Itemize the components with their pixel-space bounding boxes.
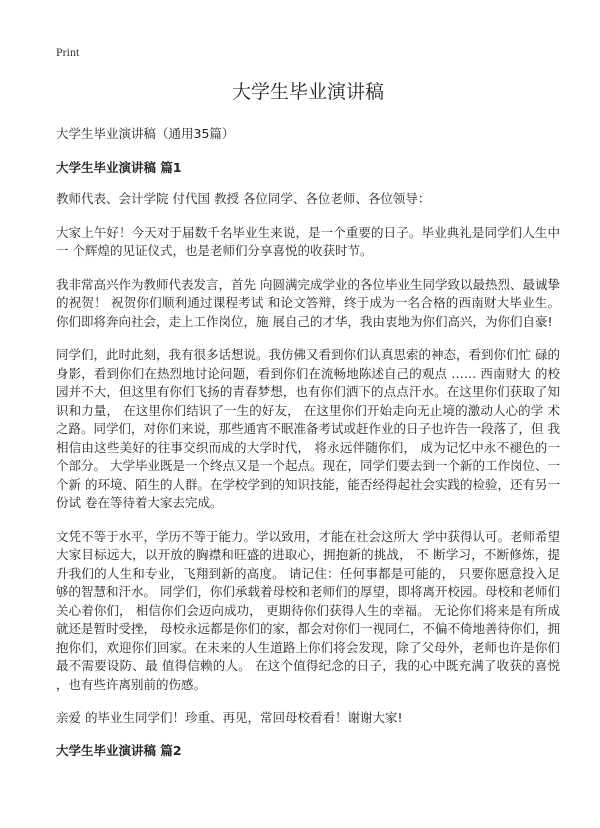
section-1 — [56, 160, 560, 728]
paragraph-advice: 文凭不等于水平，学历不等于能力。学以致用，才能在社会这所大 学中获得认可。老师希望大家目标远大，以开放的胸襟和旺盛的进取心，拥抱新的挑战， 不 断学习，不断修炼，提升我们的人生和专业，飞翔到新的高度。 请记住：任何事都是可能的， 只要你愿意投入足够的智慧和汗水。 同学们，你们承载着母校和老师们的厚望，即将离开校园。母校和老师们关心着你们， 相信你们会迈向成功， 更期待你们获得人生的幸福。 无论你们将来是有所成就还是暂时受挫， 母校永远都是你们的家，都会对你们一视同仁，不偏不倚地善待你们，拥抱你们，欢迎你们回家。在未来的人生道路上你们将会发现，除了父母外，老师也许是你们最不需要设防、最 值得信赖的人。 在这个值得纪念的日子，我的心中既充满了收获的喜悦 ，也有些许离别前的伤感。 — [56, 528, 560, 692]
paragraph-greeting: 大家上午好！今天对于届数千名毕业生来说，是一个重要的日子。毕业典礼是同学们人生中一 个辉煌的见证仪式，也是老师们分享喜悦的收获时节。 — [56, 224, 560, 258]
section-heading: 大学生毕业演讲稿 篇2 — [56, 742, 182, 758]
document-subtitle: 大学生毕业演讲稿（通用35篇） — [56, 126, 235, 141]
section-heading: 大学生毕业演讲稿 篇1 — [56, 160, 182, 175]
section-2 — [56, 743, 560, 759]
page-title: 大学生毕业演讲稿 — [231, 81, 384, 103]
paragraph-salutation: 教师代表、会计学院 付代国 教授 各位同学、各位老师、各位领导： — [56, 191, 431, 206]
print-link[interactable]: Print — [56, 45, 80, 59]
paragraph-congratulations: 我非常高兴作为教师代表发言，首先 向圆满完成学业的各位毕业生同学致以最热烈、最诚挚的祝贺！ 祝贺你们顺利通过课程考试 和论文答辩，终于成为一名合格的西南财大毕业生。你们即将奔向社会，走上工作岗位，施 展自己的才华，我由衷地为你们高兴，为你们自豪! — [56, 276, 560, 329]
paragraph-memories: 同学们，此时此刻，我有很多话想说。我仿佛又看到你们认真思索的神态，看到你们忙 碌的身影，看到你们在热烈地讨论问题，看到你们在流畅地陈述自己的观点 …… 西南财大 的校园并不大，但这里有你们飞扬的青春梦想，也有你们洒下的点点汗水。在这里你们获取了知识和力量， 在这里你们结识了一生的好友， 在这里你们开始走向无止境的激动人心的学 术之路。同学们，对你们来说，那些通宵不眠准备考试或赶作业的日子也许告一段落了，但 我相信由这些美好的往事交织而成的大学时代， 将永远伴随你们， 成为记忆中永不褪色的一个部分。 大学毕业既是一个终点又是一个起点。现在，同学们要去到一个新的工作岗位、一个新 的环境、陌生的人群。在学校学到的知识技能，能否经得起社会实践的检验，还有另一份试 卷在等待着大家去完成。 — [56, 347, 560, 510]
paragraph-farewell: 亲爱 的毕业生同学们！珍重、再见，常回母校看看！谢谢大家! — [56, 710, 403, 725]
